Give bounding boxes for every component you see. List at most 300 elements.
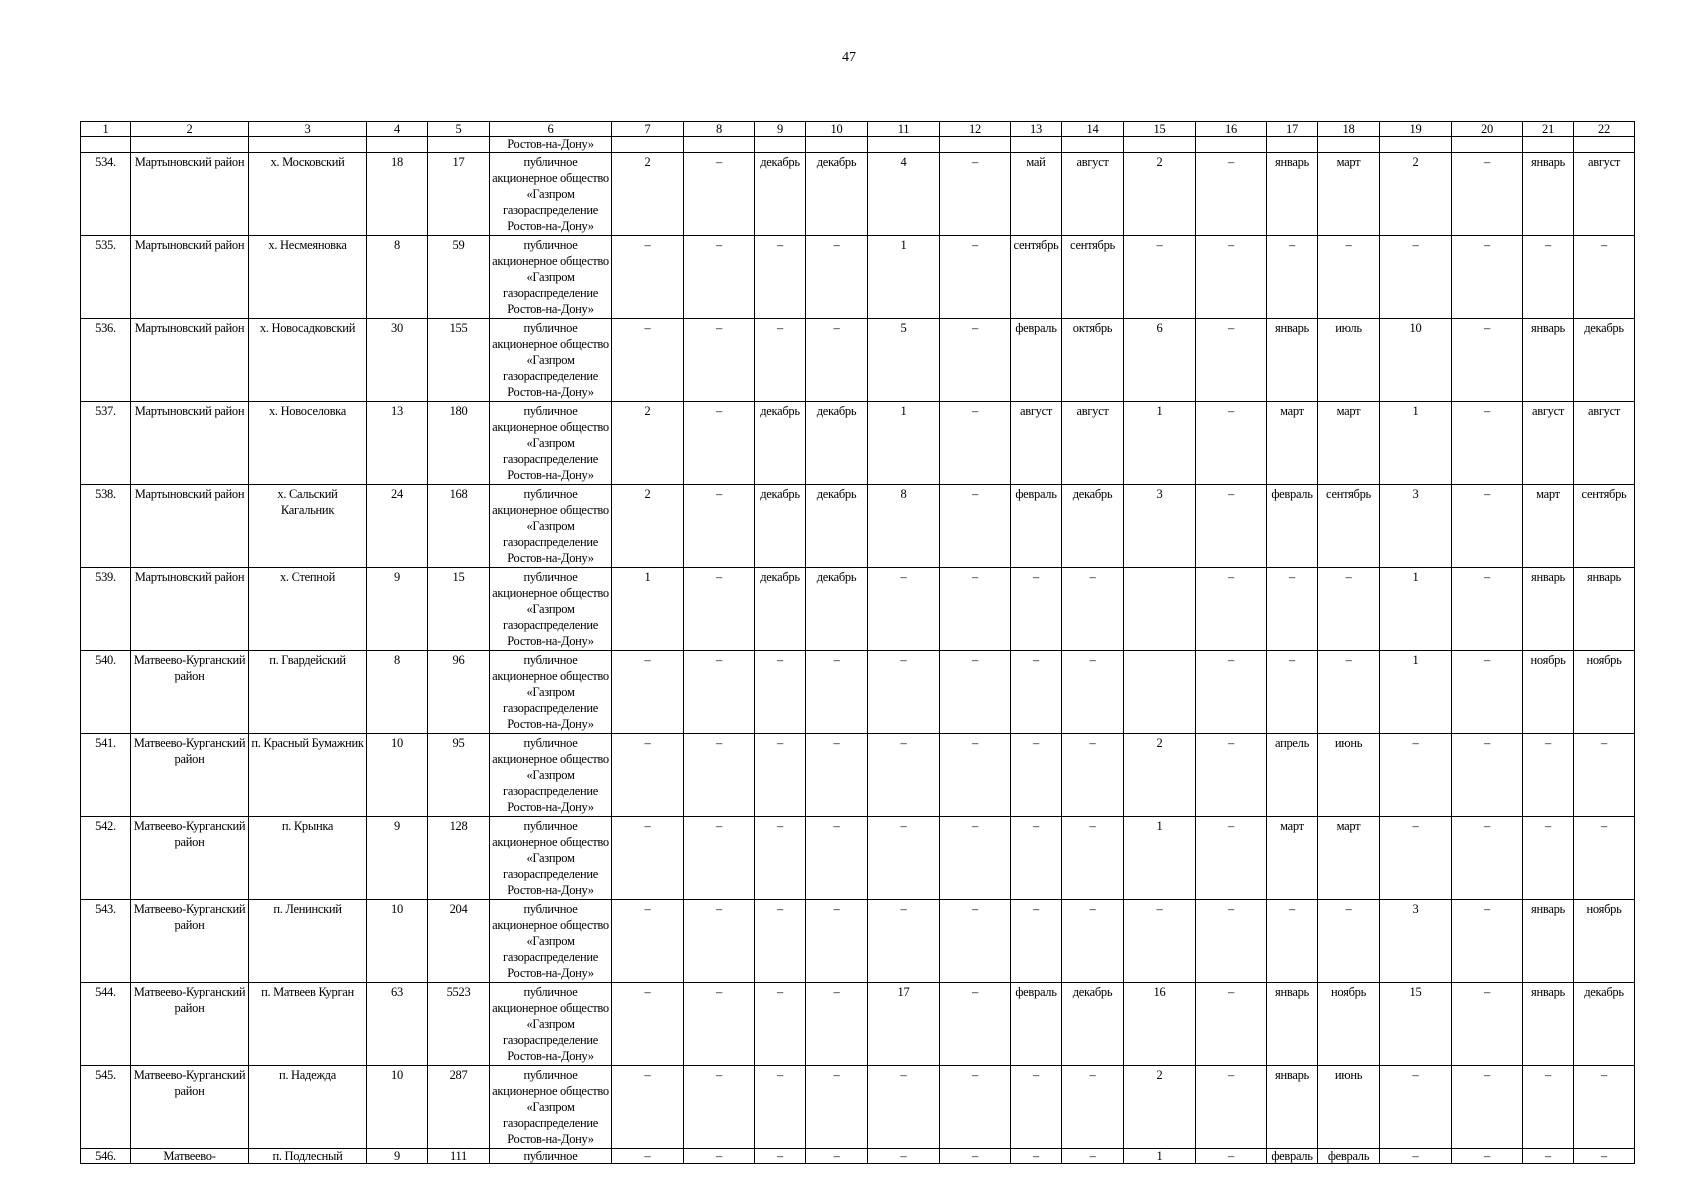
- table-cell-col-2: Матвеево-Курганский район: [131, 817, 249, 900]
- table-cell-col-6: публичное акционерное общество «Газпром газораспределение Ростов-на-Дону»: [490, 402, 612, 485]
- table-cell-col-7: –: [612, 651, 684, 734]
- table-cell-col-9: –: [755, 1149, 806, 1164]
- table-cell-col-2: Мартыновский район: [131, 153, 249, 236]
- table-cell-col-11: 4: [868, 153, 940, 236]
- table-cell-col-19: –: [1380, 236, 1452, 319]
- table-cell-col-7: –: [612, 983, 684, 1066]
- table-row: [81, 1066, 1635, 1149]
- table-cell-col-11: 5: [868, 319, 940, 402]
- table-cell-col-11: 1: [868, 402, 940, 485]
- table-cell-col-4: 13: [367, 402, 428, 485]
- table-cell-col-5: 168: [428, 485, 490, 568]
- table-cell-col-16: –: [1196, 568, 1267, 651]
- table-cell-col-21: январь: [1523, 568, 1574, 651]
- table-cell-col-20: –: [1452, 402, 1523, 485]
- table-row: [81, 319, 1635, 402]
- table-cell-col-10: –: [806, 651, 868, 734]
- table-cell-col-15: 2: [1124, 734, 1196, 817]
- table-cell-col-2: Мартыновский район: [131, 402, 249, 485]
- table-cell-col-22: ноябрь: [1574, 651, 1635, 734]
- table-cell-col-15: 2: [1124, 153, 1196, 236]
- table-body: [81, 122, 1635, 1164]
- column-number-12: 12: [940, 122, 1011, 137]
- table-cell-col-21: –: [1523, 236, 1574, 319]
- column-number-2: 2: [131, 122, 249, 137]
- table-cell-col-6: публичное акционерное общество «Газпром газораспределение Ростов-на-Дону»: [490, 153, 612, 236]
- table-cell-col-4: 24: [367, 485, 428, 568]
- table-cell-col-1: 539.: [81, 568, 131, 651]
- table-cell-col-7: –: [612, 1149, 684, 1164]
- table-cell-col-12: –: [940, 734, 1011, 817]
- schedule-table: [80, 121, 1635, 1164]
- table-cell-col-21: –: [1523, 734, 1574, 817]
- column-number-11: 11: [868, 122, 940, 137]
- table-cell-col-19: 2: [1380, 153, 1452, 236]
- table-cell-col-11: 1: [868, 236, 940, 319]
- table-cell-col-14: –: [1062, 651, 1124, 734]
- table-cell-col-15: –: [1124, 236, 1196, 319]
- table-cell-col-6: публичное акционерное общество «Газпром газораспределение Ростов-на-Дону»: [490, 485, 612, 568]
- table-cell-col-12: –: [940, 1066, 1011, 1149]
- table-cell-col-14: –: [1062, 900, 1124, 983]
- table-cell-col-16: –: [1196, 817, 1267, 900]
- table-cell-col-6: публичное акционерное общество «Газпром газораспределение Ростов-на-Дону»: [490, 983, 612, 1066]
- table-cell-col-17: март: [1267, 817, 1318, 900]
- table-cell-col-15: 6: [1124, 319, 1196, 402]
- table-cell-col-11: –: [868, 900, 940, 983]
- table-cell-col-9: –: [755, 817, 806, 900]
- table-cell-col-7: 2: [612, 402, 684, 485]
- table-cell-col-21: ноябрь: [1523, 651, 1574, 734]
- table-cell-col-9: декабрь: [755, 485, 806, 568]
- table-cell-col-3: х. Несмеяновка: [249, 236, 367, 319]
- table-cell-col-14: октябрь: [1062, 319, 1124, 402]
- table-cell-col-5: 287: [428, 1066, 490, 1149]
- table-cell-col-21: январь: [1523, 319, 1574, 402]
- table-cell-col-20: –: [1452, 568, 1523, 651]
- table-cell-col-22: –: [1574, 734, 1635, 817]
- column-number-17: 17: [1267, 122, 1318, 137]
- table-row: [81, 402, 1635, 485]
- table-cell-col-15: –: [1124, 900, 1196, 983]
- table-cell-col-2: Матвеево-Курганский район: [131, 651, 249, 734]
- table-cell-col-11: –: [868, 651, 940, 734]
- table-cell-col-19: 1: [1380, 402, 1452, 485]
- table-cell-col-1: 544.: [81, 983, 131, 1066]
- table-cell-col-1: 540.: [81, 651, 131, 734]
- table-cell-col-17: –: [1267, 236, 1318, 319]
- table-cell-col-2: Матвеево-: [131, 1149, 249, 1164]
- table-cell-col-3: п. Ленинский: [249, 900, 367, 983]
- table-cell-col-6: публичное акционерное общество «Газпром газораспределение Ростов-на-Дону»: [490, 1066, 612, 1149]
- table-cell-col-7: –: [612, 1066, 684, 1149]
- table-cell-col-20: –: [1452, 153, 1523, 236]
- table-cell-col-5: 15: [428, 568, 490, 651]
- table-cell-col-10: –: [806, 1149, 868, 1164]
- table-cell-col-22: –: [1574, 1066, 1635, 1149]
- column-number-21: 21: [1523, 122, 1574, 137]
- table-cell-col-7: 2: [612, 485, 684, 568]
- table-cell-col-1: 534.: [81, 153, 131, 236]
- table-cell-col-3: п. Надежда: [249, 1066, 367, 1149]
- table-cell-col-12: –: [940, 651, 1011, 734]
- column-number-10: 10: [806, 122, 868, 137]
- column-number-16: 16: [1196, 122, 1267, 137]
- table-cell-col-14: август: [1062, 402, 1124, 485]
- table-cell-col-13: февраль: [1011, 319, 1062, 402]
- column-number-5: 5: [428, 122, 490, 137]
- table-cell-col-4: 10: [367, 734, 428, 817]
- table-cell-col-17: –: [1267, 900, 1318, 983]
- table-cell-col-16: –: [1196, 651, 1267, 734]
- table-cell-col-6: публичное акционерное общество «Газпром газораспределение Ростов-на-Дону»: [490, 817, 612, 900]
- table-cell-col-2: Мартыновский район: [131, 568, 249, 651]
- table-cell-col-19: –: [1380, 817, 1452, 900]
- table-cell-col-22: –: [1574, 1149, 1635, 1164]
- table-cell-col-19: 1: [1380, 651, 1452, 734]
- table-cell-col-13: май: [1011, 153, 1062, 236]
- table-cell-col-13: –: [1011, 651, 1062, 734]
- table-cell-col-10: –: [806, 1066, 868, 1149]
- table-cell-col-12: –: [940, 817, 1011, 900]
- table-cell-col-9: –: [755, 983, 806, 1066]
- table-cell-col-5: 17: [428, 153, 490, 236]
- table-cell-col-8: –: [684, 485, 755, 568]
- column-number-13: 13: [1011, 122, 1062, 137]
- table-cell-col-1: 535.: [81, 236, 131, 319]
- table-cell-col-6: публичное акционерное общество «Газпром газораспределение Ростов-на-Дону»: [490, 236, 612, 319]
- table-cell-col-20: –: [1452, 1066, 1523, 1149]
- table-cell-col-8: –: [684, 319, 755, 402]
- table-cell-col-6: публичное: [490, 1149, 612, 1164]
- table-cell-col-17: январь: [1267, 1066, 1318, 1149]
- table-cell-col-11: –: [868, 734, 940, 817]
- table-cell-col-18: февраль: [1318, 1149, 1380, 1164]
- table-cell-col-20: –: [1452, 734, 1523, 817]
- table-row: [81, 153, 1635, 236]
- table-cell-col-2: Матвеево-Курганский район: [131, 1066, 249, 1149]
- table-cell-col-20: –: [1452, 900, 1523, 983]
- table-cell-col-3: п. Красный Бумажник: [249, 734, 367, 817]
- column-number-9: 9: [755, 122, 806, 137]
- table-cell-col-17: январь: [1267, 153, 1318, 236]
- table-cell-col-21: –: [1523, 817, 1574, 900]
- table-cell-col-17: апрель: [1267, 734, 1318, 817]
- table-cell-col-17: –: [1267, 568, 1318, 651]
- table-cell-col-8: –: [684, 817, 755, 900]
- table-cell-col-15: 16: [1124, 983, 1196, 1066]
- table-cell-col-12: –: [940, 1149, 1011, 1164]
- table-cell-col-8: –: [684, 900, 755, 983]
- page-number: 47: [842, 50, 856, 65]
- table-cell-col-4: 9: [367, 817, 428, 900]
- table-cell-col-11: –: [868, 568, 940, 651]
- table-cell-col-4: 9: [367, 568, 428, 651]
- column-number-6: 6: [490, 122, 612, 137]
- table-cell-col-22: ноябрь: [1574, 900, 1635, 983]
- table-cell-col-14: август: [1062, 153, 1124, 236]
- table-cell-col-3: х. Новоселовка: [249, 402, 367, 485]
- table-cell-col-17: февраль: [1267, 1149, 1318, 1164]
- table-cell-col-16: –: [1196, 1066, 1267, 1149]
- column-number-1: 1: [81, 122, 131, 137]
- table-cell-col-1: 546.: [81, 1149, 131, 1164]
- table-cell-col-7: –: [612, 734, 684, 817]
- table-cell-col-9: –: [755, 1066, 806, 1149]
- table-cell-col-21: январь: [1523, 900, 1574, 983]
- table-cell-col-12: –: [940, 319, 1011, 402]
- table-cell-col-8: –: [684, 983, 755, 1066]
- table-cell-col-3: х. Степной: [249, 568, 367, 651]
- table-cell-col-6: публичное акционерное общество «Газпром газораспределение Ростов-на-Дону»: [490, 319, 612, 402]
- table-cell-col-17: март: [1267, 402, 1318, 485]
- table-cell-col-16: –: [1196, 485, 1267, 568]
- table-cell-col-14: –: [1062, 817, 1124, 900]
- table-cell-col-13: –: [1011, 734, 1062, 817]
- table-cell-col-22: –: [1574, 817, 1635, 900]
- table-cell-col-4: 9: [367, 1149, 428, 1164]
- table-cell-col-12: –: [940, 568, 1011, 651]
- table-cell-col-18: июнь: [1318, 734, 1380, 817]
- table-cell-col-4: 8: [367, 236, 428, 319]
- table-cell-col-2: Мартыновский район: [131, 485, 249, 568]
- table-row: [81, 485, 1635, 568]
- table-cell-col-18: –: [1318, 236, 1380, 319]
- table-cell-col-19: 3: [1380, 485, 1452, 568]
- table-cell-col-11: –: [868, 1066, 940, 1149]
- table-cell-col-5: 204: [428, 900, 490, 983]
- table-cell-col-16: –: [1196, 402, 1267, 485]
- table-cell-col-18: сентябрь: [1318, 485, 1380, 568]
- table-cell-col-14: декабрь: [1062, 485, 1124, 568]
- table-cell-col-7: –: [612, 817, 684, 900]
- table-cell-col-1: 543.: [81, 900, 131, 983]
- table-cell-col-17: январь: [1267, 983, 1318, 1066]
- table-row: [81, 568, 1635, 651]
- table-cell-col-7: 1: [612, 568, 684, 651]
- column-number-22: 22: [1574, 122, 1635, 137]
- table-cell-col-17: –: [1267, 651, 1318, 734]
- table-cell-col-10: –: [806, 734, 868, 817]
- table-cell-col-12: –: [940, 900, 1011, 983]
- table-cell-col-12: –: [940, 402, 1011, 485]
- table-cell-col-3: п. Гвардейский: [249, 651, 367, 734]
- table-cell-col-22: декабрь: [1574, 319, 1635, 402]
- table-cell-col-7: 2: [612, 153, 684, 236]
- table-cell-col-15: 1: [1124, 1149, 1196, 1164]
- table-cell-col-2: Матвеево-Курганский район: [131, 734, 249, 817]
- table-cell-col-22: сентябрь: [1574, 485, 1635, 568]
- table-cell-col-10: декабрь: [806, 153, 868, 236]
- continuation-row: [81, 137, 1635, 153]
- table-cell-col-19: 3: [1380, 900, 1452, 983]
- table-cell-col-11: 8: [868, 485, 940, 568]
- table-cell-col-5: 95: [428, 734, 490, 817]
- table-cell-col-12: –: [940, 236, 1011, 319]
- column-number-15: 15: [1124, 122, 1196, 137]
- table-cell-col-14: –: [1062, 1066, 1124, 1149]
- table-cell-col-20: –: [1452, 1149, 1523, 1164]
- table-cell-col-5: 155: [428, 319, 490, 402]
- table-cell-col-8: –: [684, 1149, 755, 1164]
- column-number-18: 18: [1318, 122, 1380, 137]
- table-cell-col-18: март: [1318, 402, 1380, 485]
- table-cell-col-14: –: [1062, 734, 1124, 817]
- table-cell-col-20: –: [1452, 236, 1523, 319]
- table-row: [81, 817, 1635, 900]
- table-cell-col-14: –: [1062, 568, 1124, 651]
- table-cell-col-4: 18: [367, 153, 428, 236]
- table-cell-col-9: –: [755, 734, 806, 817]
- table-cell-col-17: февраль: [1267, 485, 1318, 568]
- column-number-8: 8: [684, 122, 755, 137]
- table-cell-col-12: –: [940, 485, 1011, 568]
- continuation-cell: Ростов-на-Дону»: [490, 137, 612, 153]
- table-row: [81, 651, 1635, 734]
- table-cell-col-19: –: [1380, 1149, 1452, 1164]
- table-cell-col-2: Матвеево-Курганский район: [131, 900, 249, 983]
- table-cell-col-13: –: [1011, 568, 1062, 651]
- table-cell-col-4: 30: [367, 319, 428, 402]
- table-cell-col-12: –: [940, 983, 1011, 1066]
- table-cell-col-10: –: [806, 983, 868, 1066]
- table-cell-col-4: 8: [367, 651, 428, 734]
- table-cell-col-13: февраль: [1011, 485, 1062, 568]
- table-cell-col-8: –: [684, 153, 755, 236]
- table-cell-col-8: –: [684, 236, 755, 319]
- table-cell-col-13: август: [1011, 402, 1062, 485]
- table-cell-col-5: 5523: [428, 983, 490, 1066]
- table-cell-col-6: публичное акционерное общество «Газпром газораспределение Ростов-на-Дону»: [490, 734, 612, 817]
- table-cell-col-18: –: [1318, 900, 1380, 983]
- table-cell-col-18: июнь: [1318, 1066, 1380, 1149]
- table-cell-col-20: –: [1452, 319, 1523, 402]
- column-number-3: 3: [249, 122, 367, 137]
- table-cell-col-11: 17: [868, 983, 940, 1066]
- table-cell-col-15: [1124, 568, 1196, 651]
- table-cell-col-9: декабрь: [755, 568, 806, 651]
- column-number-row: [81, 122, 1635, 137]
- table-cell-col-10: декабрь: [806, 485, 868, 568]
- table-cell-col-15: 3: [1124, 485, 1196, 568]
- table-cell-col-18: –: [1318, 568, 1380, 651]
- table-cell-col-22: август: [1574, 402, 1635, 485]
- table-cell-col-20: –: [1452, 983, 1523, 1066]
- table-cell-col-5: 59: [428, 236, 490, 319]
- table-cell-col-13: –: [1011, 1066, 1062, 1149]
- table-cell-col-8: –: [684, 402, 755, 485]
- table-row: [81, 983, 1635, 1066]
- table-cell-col-14: –: [1062, 1149, 1124, 1164]
- column-number-4: 4: [367, 122, 428, 137]
- column-number-19: 19: [1380, 122, 1452, 137]
- table-cell-col-15: [1124, 651, 1196, 734]
- table-cell-col-1: 545.: [81, 1066, 131, 1149]
- table-cell-col-19: 15: [1380, 983, 1452, 1066]
- table-cell-col-7: –: [612, 900, 684, 983]
- table-cell-col-9: декабрь: [755, 153, 806, 236]
- table-cell-col-13: –: [1011, 900, 1062, 983]
- table-cell-col-16: –: [1196, 900, 1267, 983]
- table-cell-col-16: –: [1196, 734, 1267, 817]
- table-cell-col-22: –: [1574, 236, 1635, 319]
- table-cell-col-16: –: [1196, 236, 1267, 319]
- table-cell-col-4: 10: [367, 1066, 428, 1149]
- table-cell-col-1: 538.: [81, 485, 131, 568]
- table-cell-col-5: 96: [428, 651, 490, 734]
- table-cell-col-15: 1: [1124, 402, 1196, 485]
- table-cell-col-13: –: [1011, 1149, 1062, 1164]
- table-cell-col-9: –: [755, 651, 806, 734]
- table-cell-col-22: август: [1574, 153, 1635, 236]
- table-cell-col-10: декабрь: [806, 402, 868, 485]
- table-cell-col-21: январь: [1523, 983, 1574, 1066]
- table-cell-col-20: –: [1452, 817, 1523, 900]
- table-cell-col-18: –: [1318, 651, 1380, 734]
- table-cell-col-6: публичное акционерное общество «Газпром газораспределение Ростов-на-Дону»: [490, 651, 612, 734]
- table-cell-col-10: декабрь: [806, 568, 868, 651]
- table-cell-col-5: 128: [428, 817, 490, 900]
- table-cell-col-8: –: [684, 734, 755, 817]
- table-cell-col-13: –: [1011, 817, 1062, 900]
- table-cell-col-14: сентябрь: [1062, 236, 1124, 319]
- table-cell-col-7: –: [612, 319, 684, 402]
- table-cell-col-12: –: [940, 153, 1011, 236]
- column-number-20: 20: [1452, 122, 1523, 137]
- table-cell-col-21: январь: [1523, 153, 1574, 236]
- table-cell-col-21: март: [1523, 485, 1574, 568]
- table-cell-col-19: 10: [1380, 319, 1452, 402]
- table-cell-col-3: п. Подлесный: [249, 1149, 367, 1164]
- table-cell-col-6: публичное акционерное общество «Газпром газораспределение Ростов-на-Дону»: [490, 568, 612, 651]
- table-cell-col-15: 1: [1124, 817, 1196, 900]
- table-cell-col-15: 2: [1124, 1066, 1196, 1149]
- table-cell-col-16: –: [1196, 319, 1267, 402]
- table-cell-col-5: 111: [428, 1149, 490, 1164]
- table-cell-col-21: август: [1523, 402, 1574, 485]
- table-row: [81, 1149, 1635, 1164]
- table-cell-col-20: –: [1452, 651, 1523, 734]
- table-cell-col-1: 536.: [81, 319, 131, 402]
- table-cell-col-3: х. Новосадковский: [249, 319, 367, 402]
- table-cell-col-10: –: [806, 817, 868, 900]
- table-cell-col-18: июль: [1318, 319, 1380, 402]
- table-cell-col-9: декабрь: [755, 402, 806, 485]
- table-cell-col-19: –: [1380, 1066, 1452, 1149]
- table-cell-col-7: –: [612, 236, 684, 319]
- table-row: [81, 236, 1635, 319]
- table-cell-col-18: ноябрь: [1318, 983, 1380, 1066]
- table-cell-col-2: Мартыновский район: [131, 236, 249, 319]
- table-cell-col-1: 537.: [81, 402, 131, 485]
- column-number-14: 14: [1062, 122, 1124, 137]
- table-cell-col-22: январь: [1574, 568, 1635, 651]
- table-cell-col-8: –: [684, 568, 755, 651]
- table-cell-col-18: март: [1318, 153, 1380, 236]
- table-cell-col-3: х. Сальский Кагальник: [249, 485, 367, 568]
- table-cell-col-16: –: [1196, 1149, 1267, 1164]
- table-cell-col-21: –: [1523, 1149, 1574, 1164]
- table-cell-col-3: п. Крынка: [249, 817, 367, 900]
- table-cell-col-5: 180: [428, 402, 490, 485]
- table-cell-col-2: Матвеево-Курганский район: [131, 983, 249, 1066]
- table-cell-col-10: –: [806, 319, 868, 402]
- table-cell-col-22: декабрь: [1574, 983, 1635, 1066]
- table-cell-col-19: 1: [1380, 568, 1452, 651]
- table-cell-col-13: сентябрь: [1011, 236, 1062, 319]
- column-number-7: 7: [612, 122, 684, 137]
- table-cell-col-13: февраль: [1011, 983, 1062, 1066]
